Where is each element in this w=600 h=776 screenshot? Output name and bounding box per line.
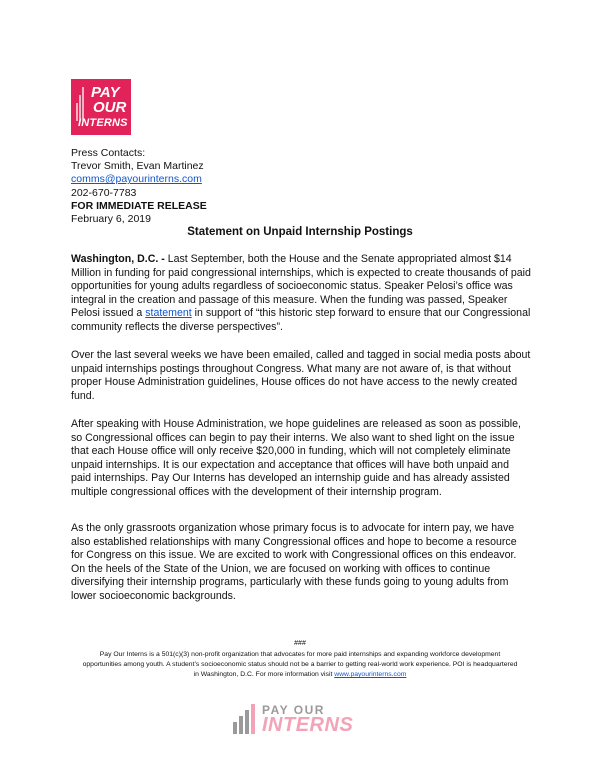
logo-bottom — [232, 700, 368, 736]
logo-bars-icon — [232, 704, 258, 734]
contact-email-link[interactable]: comms@payourinterns.com — [71, 173, 202, 186]
contacts-label: Press Contacts: — [71, 147, 146, 159]
paragraph-4 — [71, 522, 531, 604]
paragraph-2 — [71, 349, 531, 403]
press-contacts — [71, 147, 207, 226]
footer-text: Pay Our Interns is a 501(c)(3) non-profit organization that advocates for more paid internships and expanding workforce development opportunities among youth. A student’s socioeconomic status should not be a barrier to getting real-world work experience. POI is headquartered in Washington, D.C. For more information visit — [82, 651, 518, 678]
end-marker: ### — [294, 640, 306, 647]
page-title: Statement on Unpaid Internship Postings — [187, 226, 413, 238]
logo-top — [71, 79, 131, 135]
logo-lines-icon — [76, 87, 84, 121]
paragraph-2-text: Over the last several weeks we have been emailed, called and tagged in social media posts about unpaid internships postings throughout Congress. What many are not aware of, is that without proper House Administration guidelines, House offices do not have access to the newly created fund. — [71, 349, 531, 402]
statement-link[interactable]: statement — [145, 307, 192, 320]
logo-bottom-pay-our: PAY OUR — [262, 703, 325, 717]
paragraph-3 — [71, 418, 531, 500]
paragraph-1 — [71, 253, 531, 335]
paragraph-3-text: After speaking with House Administration, we hope guidelines are released as soon as possible, so Congressional offices can begin to pay their interns. We also want to shed light on the issue that each House office will only receive $20,000 in funding, which will not completely eliminate unpaid internships. It is our expectation and acceptance that offices will have both unpaid and paid internships. Pay Our Interns has developed an internship guide and has already assisted multiple congressional offices with the development of their internship program. — [71, 418, 521, 498]
logo-word-our: OUR — [93, 99, 127, 116]
logo-bottom-interns: INTERNS — [262, 714, 354, 736]
paragraph-1-text-b: in support of “this historic step forward to ensure that our Congressional community reflects the diverse perspectives”. — [71, 307, 531, 333]
contacts-names: Trevor Smith, Evan Martinez — [71, 160, 204, 173]
logo-word-pay: PAY — [91, 84, 120, 101]
logo-word-interns: INTERNS — [78, 117, 128, 129]
contact-phone: 202-670-7783 — [71, 186, 137, 199]
release-date: February 6, 2019 — [71, 213, 151, 226]
paragraph-4-text: As the only grassroots organization whose primary focus is to advocate for intern pay, we have also established relationships with many Congressional offices and hope to become a resource for Congress on this issue. We are excited to work with Congressional offices on this endeavor. On the heels of the State of the Union, we are focused on working with offices to continue diversifying their internship programs, particularly with these funds going to young adults from lower socioeconomic backgrounds. — [71, 522, 517, 602]
paragraph-1-text-a: Last September, both the House and the Senate appropriated almost $14 Million in funding for paid congressional internships, which is expected to create thousands of paid opportunities for young adults regardless of socioeconomic status. Speaker Pelosi’s office was integral in the creation and passage of this measure. When the funding was passed, Speaker Pelosi issued a — [71, 253, 531, 320]
footer — [80, 650, 520, 680]
footer-website-link[interactable]: www.payourinterns.com — [334, 671, 407, 678]
dateline: Washington, D.C. - — [71, 253, 165, 265]
release-label: FOR IMMEDIATE RELEASE — [71, 199, 207, 212]
